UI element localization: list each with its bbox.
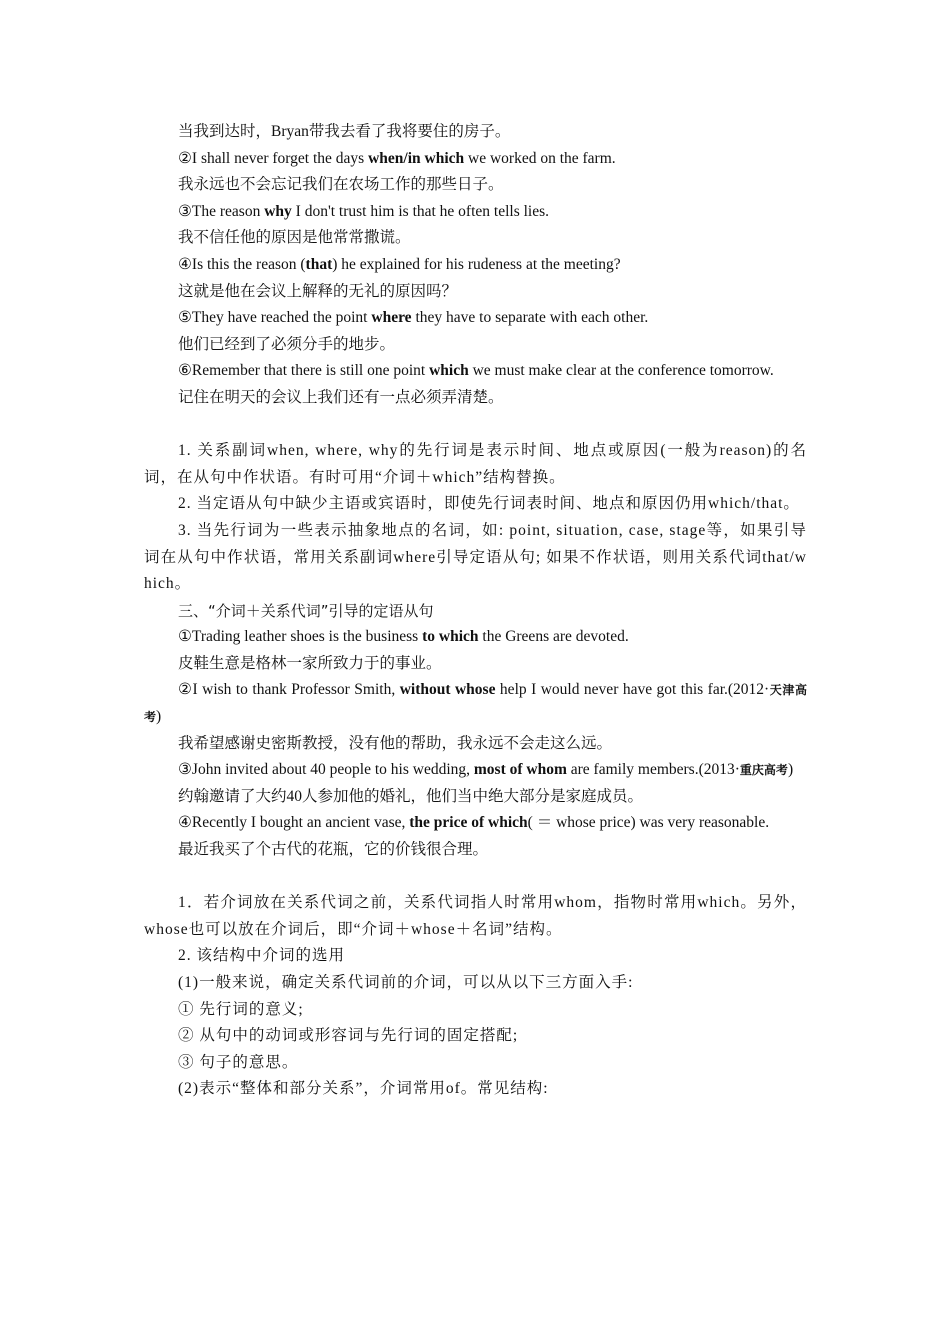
note-b3: (1)一般来说，确定关系代词前的介词，可以从以下三方面入手: [178, 974, 634, 991]
example-6-translation: 记住在明天的会议上我们还有一点必须弄清楚。 [178, 388, 504, 406]
relative-word: which [429, 362, 469, 380]
example-6-sentence: ⑥Remember that there is still one point which we must make clear at the conference tomorrow. [178, 362, 774, 380]
spacer [144, 412, 807, 439]
section3-example-4-sentence: ④Recently I bought an ancient vase, the price of which( ＝ whose price) was very reasonable. [178, 814, 770, 832]
spacer [144, 864, 807, 891]
example-4-translation: 这就是他在会议上解释的无礼的原因吗？ [178, 282, 458, 300]
relative-word: why [264, 202, 292, 220]
section3-example-1-translation: 皮鞋生意是格林一家所致力于的事业。 [178, 654, 442, 672]
section3-example-2-translation: 我希望感谢史密斯教授，没有他的帮助，我永远不会走这么远。 [178, 734, 613, 752]
relative-phrase: most of whom [473, 761, 567, 779]
relative-phrase: the price of which [409, 814, 528, 832]
relative-phrase: to which [422, 628, 479, 646]
note-b4: ① 先行词的意义; [178, 1000, 304, 1018]
example-number: ⑤ [178, 309, 192, 327]
example-3-sentence: ③The reason why I don't trust him is that he often tells lies. [178, 202, 550, 220]
section3-example-2-sentence: ②I wish to thank Professor Smith, without whose help I would never have got this far.(2012·天津高考) [144, 681, 807, 726]
document-body [144, 119, 807, 1103]
exam-source: 天津高考 [144, 683, 807, 725]
example-number: ③ [178, 202, 192, 220]
example-2-translation: 我永远也不会忘记我们在农场工作的那些日子。 [178, 176, 504, 194]
example-4-sentence: ④Is this the reason (that) he explained for his rudeness at the meeting? [178, 255, 621, 273]
example-1-translation: 当我到达时，Bryan带我去看了我将要住的房子。 [178, 123, 511, 140]
section3-example-3-translation: 约翰邀请了大约40人参加他的婚礼，他们当中绝大部分是家庭成员。 [178, 787, 644, 805]
example-number: ③ [178, 761, 192, 779]
example-number: ① [178, 628, 192, 646]
relative-phrase: without whose [399, 681, 496, 699]
note-b2: 2. 该结构中介词的选用 [178, 947, 346, 965]
example-number: ④ [178, 814, 192, 832]
section-heading: 三、“介词＋关系代词”引导的定语从句 [178, 601, 434, 620]
note-b5: ② 从句中的动词或形容词与先行词的固定搭配; [178, 1027, 519, 1045]
note-3: 3. 当先行词为一些表示抽象地点的名词，如: point, situation, case, stage等，如果引导词在从句中作状语，常用关系副词where引导定语从句; 如果不作状语，则用关系代词that/which。 [144, 521, 807, 593]
relative-word: where [371, 309, 412, 327]
note-1: 1. 关系副词when, where, why的先行词是表示时间、地点或原因(一般为reason)的名词，在从句中作状语。有时可用“介词＋which”结构替换。 [144, 442, 807, 486]
example-number: ② [178, 681, 193, 699]
example-5-sentence: ⑤They have reached the point where they have to separate with each other. [178, 309, 649, 327]
example-3-translation: 我不信任他的原因是他常常撒谎。 [178, 229, 411, 247]
example-5-translation: 他们已经到了必须分手的地步。 [178, 335, 396, 353]
note-2: 2. 当定语从句中缺少主语或宾语时，即使先行词表时间、地点和原因仍用which/that。 [178, 495, 800, 513]
section3-example-4-translation: 最近我买了个古代的花瓶，它的价钱很合理。 [178, 841, 489, 859]
example-2-sentence: ②I shall never forget the days when/in which we worked on the farm. [178, 149, 616, 167]
section3-example-3-sentence: ③John invited about 40 people to his wedding, most of whom are family members.(2013·重庆高考) [178, 761, 794, 779]
relative-word: that [305, 255, 333, 273]
example-number: ② [178, 149, 192, 167]
section3-example-1-sentence: ①Trading leather shoes is the business to which the Greens are devoted. [178, 628, 629, 646]
note-b6: ③ 句子的意思。 [178, 1053, 299, 1071]
example-number: ④ [178, 255, 192, 273]
example-number: ⑥ [178, 362, 192, 380]
note-b1: 1．若介词放在关系代词之前，关系代词指人时常用whom，指物时常用which。另外，whose也可以放在介词后，即“介词＋whose＋名词”结构。 [144, 894, 807, 938]
exam-source: 重庆高考 [739, 763, 788, 778]
note-b7: (2)表示“整体和部分关系”，介词常用of。常见结构: [178, 1080, 549, 1098]
relative-word: when/in which [368, 149, 465, 167]
